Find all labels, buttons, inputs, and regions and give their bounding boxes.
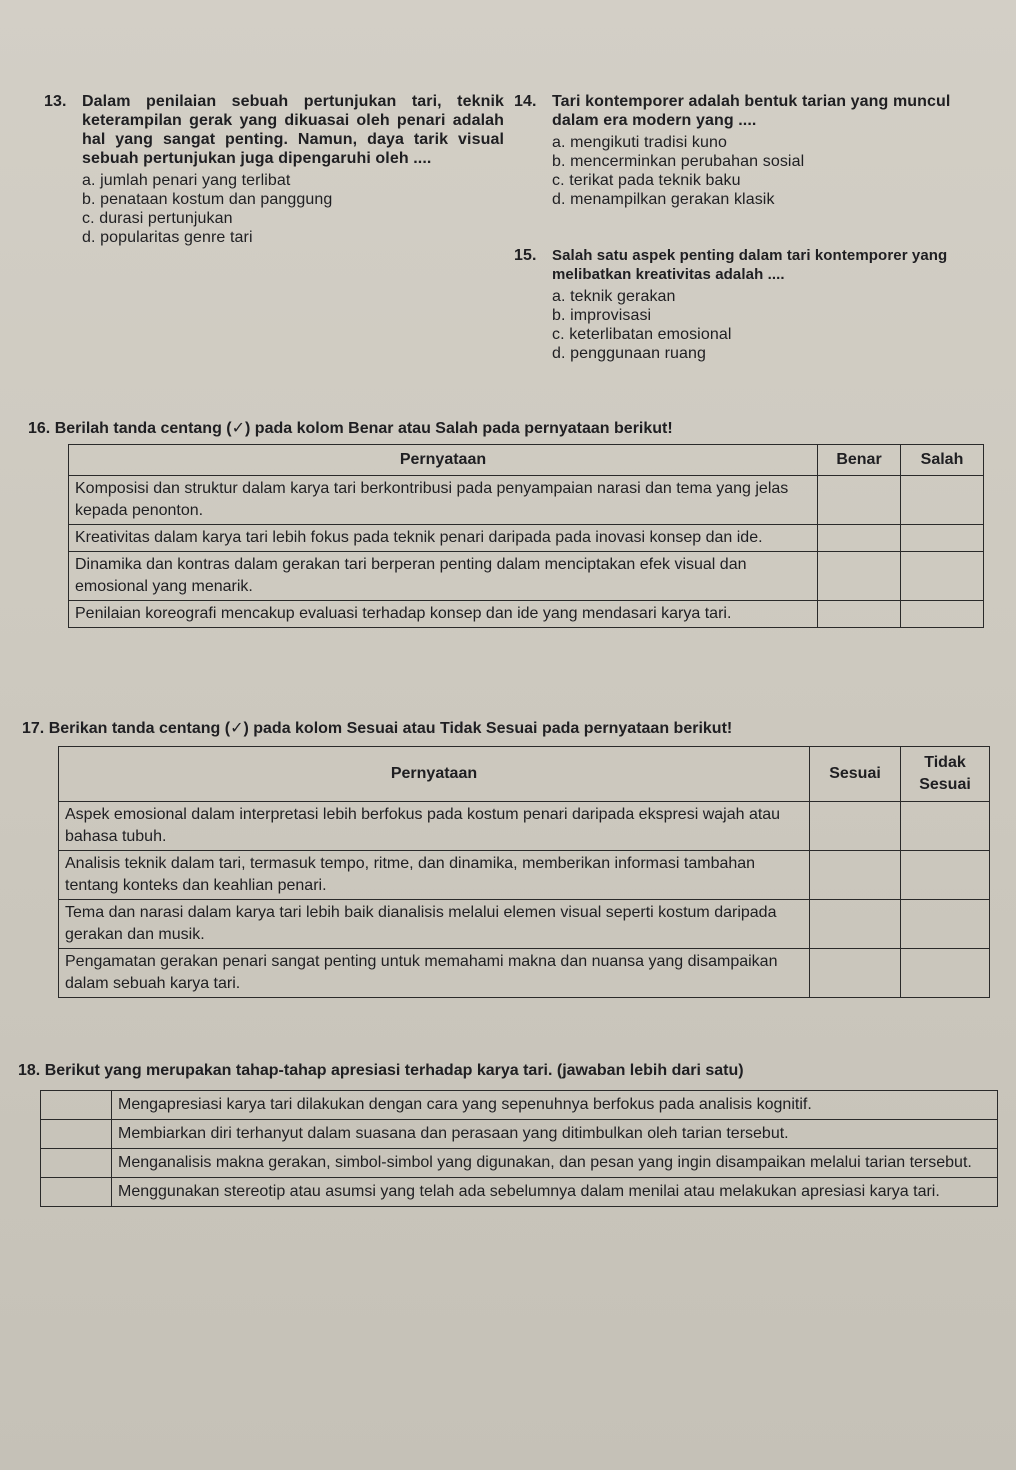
checkbox-cell[interactable] [41, 1149, 112, 1178]
table-row [41, 1149, 998, 1178]
checkbox-cell[interactable] [41, 1091, 112, 1120]
benar-cell[interactable] [818, 525, 901, 552]
statement: Aspek emosional dalam interpretasi lebih berfokus pada kostum penari daripada ekspresi wajah atau bahasa tubuh. [59, 802, 810, 851]
tidak-sesuai-cell[interactable] [901, 851, 990, 900]
tidak-sesuai-cell[interactable] [901, 949, 990, 998]
question-number: 14. [514, 93, 537, 110]
question-14 [514, 92, 984, 209]
tidak-sesuai-cell[interactable] [901, 802, 990, 851]
table-row [59, 851, 990, 900]
sesuai-cell[interactable] [810, 851, 901, 900]
option-b[interactable]: b. improvisasi [552, 307, 652, 324]
statement: Kreativitas dalam karya tari lebih fokus pada teknik penari daripada pada inovasi konsep dan ide. [69, 525, 818, 552]
statement: Menganalisis makna gerakan, simbol-simbol yang digunakan, dan pesan yang ingin disampaikan melalui tarian tersebut. [112, 1149, 998, 1178]
table-row [41, 1120, 998, 1149]
table-row [69, 601, 984, 628]
table-row [59, 900, 990, 949]
table-row [59, 802, 990, 851]
question-17-title: 17. Berikan tanda centang (✓) pada kolom Sesuai atau Tidak Sesuai pada pernyataan berikut! [22, 720, 733, 737]
option-d[interactable]: d. menampilkan gerakan klasik [552, 191, 775, 208]
header-benar: Benar [818, 445, 901, 476]
question-number: 13. [44, 93, 67, 110]
table-row [69, 552, 984, 601]
option-a[interactable]: a. teknik gerakan [552, 288, 676, 305]
table-row [69, 525, 984, 552]
option-a[interactable]: a. mengikuti tradisi kuno [552, 134, 728, 151]
salah-cell[interactable] [901, 552, 984, 601]
statement: Mengapresiasi karya tari dilakukan dengan cara yang sepenuhnya berfokus pada analisis kognitif. [112, 1091, 998, 1120]
benar-cell[interactable] [818, 601, 901, 628]
sesuai-cell[interactable] [810, 802, 901, 851]
statement: Analisis teknik dalam tari, termasuk tempo, ritme, dan dinamika, memberikan informasi tambahan tentang konteks dan keahlian penari. [59, 851, 810, 900]
salah-cell[interactable] [901, 525, 984, 552]
sesuai-cell[interactable] [810, 949, 901, 998]
sesuai-cell[interactable] [810, 900, 901, 949]
question-text: Dalam penilaian sebuah pertunjukan tari, teknik keterampilan gerak yang dikuasai oleh penari adalah hal yang sangat penting. Namun, daya tarik visual sebuah pertunjukan juga dipengaruhi oleh .... [82, 93, 504, 167]
option-c[interactable]: c. terikat pada teknik baku [552, 172, 741, 189]
option-b[interactable]: b. penataan kostum dan panggung [82, 191, 333, 208]
question-18-title: 18. Berikut yang merupakan tahap-tahap apresiasi terhadap karya tari. (jawaban lebih dari satu) [18, 1062, 744, 1079]
benar-cell[interactable] [818, 476, 901, 525]
header-pernyataan: Pernyataan [59, 747, 810, 802]
option-c[interactable]: c. keterlibatan emosional [552, 326, 732, 343]
table-header [59, 747, 990, 802]
table-row [41, 1091, 998, 1120]
option-c[interactable]: c. durasi pertunjukan [82, 210, 233, 227]
question-16-table [68, 444, 984, 628]
question-13 [44, 92, 504, 247]
question-18-table [40, 1090, 998, 1207]
table-row [69, 476, 984, 525]
header-salah: Salah [901, 445, 984, 476]
statement: Komposisi dan struktur dalam karya tari berkontribusi pada penyampaian narasi dan tema yang jelas kepada penonton. [69, 476, 818, 525]
header-sesuai: Sesuai [810, 747, 901, 802]
question-text: Salah satu aspek penting dalam tari kontemporer yang melibatkan kreativitas adalah .... [552, 247, 948, 283]
statement: Penilaian koreografi mencakup evaluasi terhadap konsep dan ide yang mendasari karya tari. [69, 601, 818, 628]
statement: Membiarkan diri terhanyut dalam suasana dan perasaan yang ditimbulkan oleh tarian tersebut. [112, 1120, 998, 1149]
question-15 [514, 246, 984, 363]
checkbox-cell[interactable] [41, 1120, 112, 1149]
question-number: 15. [514, 247, 537, 264]
statement: Dinamika dan kontras dalam gerakan tari berperan penting dalam menciptakan efek visual dan emosional yang menarik. [69, 552, 818, 601]
tidak-sesuai-cell[interactable] [901, 900, 990, 949]
option-d[interactable]: d. popularitas genre tari [82, 229, 253, 246]
table-header [69, 445, 984, 476]
statement: Pengamatan gerakan penari sangat penting untuk memahami makna dan nuansa yang disampaikan dalam sebuah karya tari. [59, 949, 810, 998]
table-row [59, 949, 990, 998]
option-b[interactable]: b. mencerminkan perubahan sosial [552, 153, 805, 170]
question-17-table [58, 746, 990, 998]
table-row [41, 1178, 998, 1207]
header-pernyataan: Pernyataan [69, 445, 818, 476]
option-d[interactable]: d. penggunaan ruang [552, 345, 707, 362]
statement: Menggunakan stereotip atau asumsi yang telah ada sebelumnya dalam menilai atau melakukan apresiasi karya tari. [112, 1178, 998, 1207]
salah-cell[interactable] [901, 476, 984, 525]
statement: Tema dan narasi dalam karya tari lebih baik dianalisis melalui elemen visual seperti kostum daripada gerakan dan musik. [59, 900, 810, 949]
benar-cell[interactable] [818, 552, 901, 601]
option-a[interactable]: a. jumlah penari yang terlibat [82, 172, 291, 189]
salah-cell[interactable] [901, 601, 984, 628]
question-16-title: 16. Berilah tanda centang (✓) pada kolom Benar atau Salah pada pernyataan berikut! [28, 420, 673, 437]
header-tidak-sesuai: Tidak Sesuai [901, 747, 990, 802]
checkbox-cell[interactable] [41, 1178, 112, 1207]
question-text: Tari kontemporer adalah bentuk tarian yang muncul dalam era modern yang .... [552, 93, 951, 129]
